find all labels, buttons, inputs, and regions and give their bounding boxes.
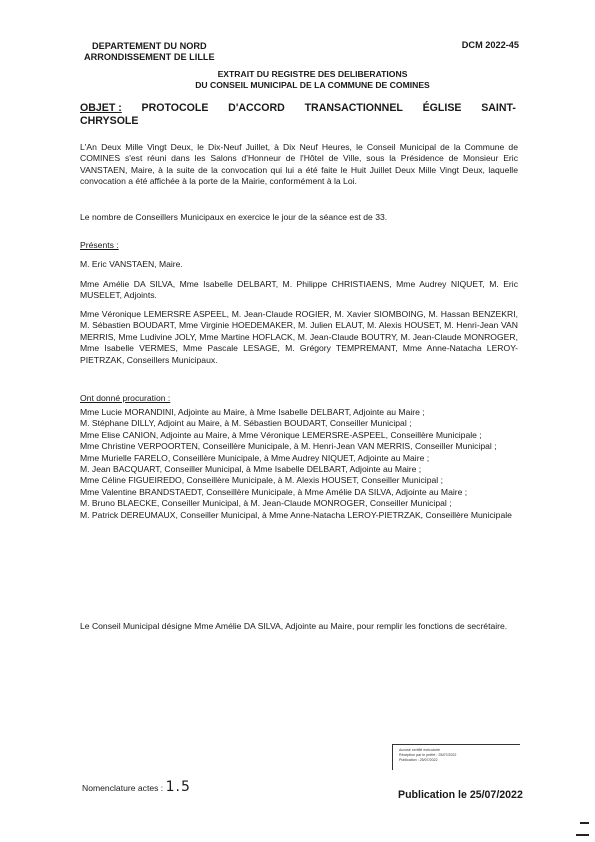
procuration-item: Mme Murielle FARELO, Conseillère Municipale, à Mme Audrey NIQUET, Adjointe au Maire ; bbox=[80, 452, 430, 463]
procuration-item: Mme Christine VERPOORTEN, Conseillère Municipale, à M. Henri-Jean VAN MERRIS, Conseiller Municipal ; bbox=[80, 441, 497, 452]
nomenclature-label: Nomenclature actes : bbox=[82, 783, 164, 793]
presents-mayor: M. Eric VANSTAEN, Maire. bbox=[80, 259, 183, 269]
subject-word: D'ACCORD bbox=[228, 102, 285, 114]
procuration-item: Mme Céline FIGUEIREDO, Conseillère Municipale, à M. Alexis HOUSET, Conseiller Municipal ; bbox=[80, 475, 443, 486]
deliberation-reference: DCM 2022-45 bbox=[461, 40, 519, 50]
scan-margin-mark bbox=[580, 822, 589, 824]
procuration-item: M. Bruno BLAECKE, Conseiller Municipal, à M. Jean-Claude MONROGER, Conseiller Municipal ; bbox=[80, 498, 452, 509]
secretary-paragraph: Le Conseil Municipal désigne Mme Amélie DA SILVA, Adjointe au Maire, pour remplir les fonctions de secrétaire. bbox=[80, 621, 508, 631]
extract-line-1: EXTRAIT DU REGISTRE DES DELIBERATIONS bbox=[217, 69, 408, 79]
publication-date: Publication le 25/07/2022 bbox=[398, 789, 523, 801]
procuration-title: Ont donné procuration : bbox=[80, 393, 171, 403]
scan-margin-mark bbox=[576, 834, 589, 836]
subject-word: TRANSACTIONNEL bbox=[304, 102, 403, 114]
procuration-item: M. Patrick DEREUMAUX, Conseiller Municipal, à Mme Anne-Natacha LEROY-PIETRZAK, Conseillère Municipale bbox=[80, 509, 512, 520]
procuration-item: Mme Elise CANION, Adjointe au Maire, à Mme Véronique LEMERSRE-ASPEEL, Conseillère Municipale ; bbox=[80, 429, 482, 440]
subject-word: SAINT- bbox=[481, 102, 516, 114]
arrondissement-line: ARRONDISSEMENT DE LILLE bbox=[84, 52, 215, 62]
subject-label: OBJET : bbox=[80, 102, 122, 114]
subject-line-2: CHRYSOLE bbox=[80, 115, 139, 127]
subject-heading bbox=[80, 102, 516, 128]
councillor-count: Le nombre de Conseillers Municipaux en exercice le jour de la séance est de 33. bbox=[80, 212, 388, 222]
presents-title: Présents : bbox=[80, 240, 119, 250]
subject-word: ÉGLISE bbox=[422, 102, 462, 114]
subject-word: PROTOCOLE bbox=[141, 102, 209, 114]
intro-paragraph: L'An Deux Mille Vingt Deux, le Dix-Neuf Juillet, à Dix Neuf Heures, le Conseil Municipal de la Commune de COMINES s'est réuni dans les Salons d'Honneur de l'Hôtel de Ville, sous la Présidence de Monsieur Eric VANSTAEN, Maire, à la suite de la convocation qui lui a été faite le Huit Juillet Deux Mille Vingt Deux, laquelle convocation a été affichée à la porte de la Mairie, conformément à la Loi. bbox=[80, 142, 518, 187]
stamp-line: Réception par le préfet : 25/07/2022 bbox=[399, 753, 457, 757]
prefecture-receipt-stamp bbox=[392, 744, 520, 770]
procuration-item: M. Jean BACQUART, Conseiller Municipal, à Mme Isabelle DELBART, Adjointe au Maire ; bbox=[80, 464, 422, 475]
department-header bbox=[84, 41, 215, 63]
stamp-line: Accusé certifié exécutoire bbox=[399, 748, 440, 752]
stamp-line: Publication : 25/07/2022 bbox=[399, 758, 438, 762]
department-line: DEPARTEMENT DU NORD bbox=[91, 41, 207, 51]
procuration-item: Mme Lucie MORANDINI, Adjointe au Maire, à Mme Isabelle DELBART, Adjointe au Maire ; bbox=[80, 407, 425, 417]
nomenclature-value: 1.5 bbox=[165, 779, 191, 795]
presents-adjoints: Mme Amélie DA SILVA, Mme Isabelle DELBART, M. Philippe CHRISTIAENS, Mme Audrey NIQUET, M. Eric MUSELET, Adjoints. bbox=[80, 279, 518, 301]
procuration-item: M. Stéphane DILLY, Adjoint au Maire, à M. Sébastien BOUDART, Conseiller Municipal ; bbox=[80, 418, 412, 429]
register-extract-title bbox=[0, 69, 595, 91]
nomenclature bbox=[82, 779, 191, 795]
procuration-list bbox=[80, 407, 518, 521]
presents-conseillers: Mme Véronique LEMERSRE ASPEEL, M. Jean-Claude ROGIER, M. Xavier SIOMBOING, M. Hassan BENZEKRI, M. Sébastien BOUDART, Mme Virginie HOEDEMAKER, M. Julien ELAUT, M. Alexis HOUSET, M. Henri-Jean VAN MERRIS, Mme Ludivine JOLY, Mme Martine HOFLACK, M. Jean-Claude BOUTRY, M. Jean-Claude MONROGER, Mme Isabelle VERMES, Mme Pascale LESAGE, M. Grégory TEMPREMANT, Mme Anne-Natacha LEROY-PIETRZAK, Conseillers Municipaux. bbox=[80, 309, 518, 365]
procuration-item: Mme Valentine BRANDSTAEDT, Conseillère Municipale, à Mme Amélie DA SILVA, Adjointe au Maire ; bbox=[80, 486, 468, 497]
extract-line-2: DU CONSEIL MUNICIPAL DE LA COMMUNE DE COMINES bbox=[195, 80, 430, 90]
